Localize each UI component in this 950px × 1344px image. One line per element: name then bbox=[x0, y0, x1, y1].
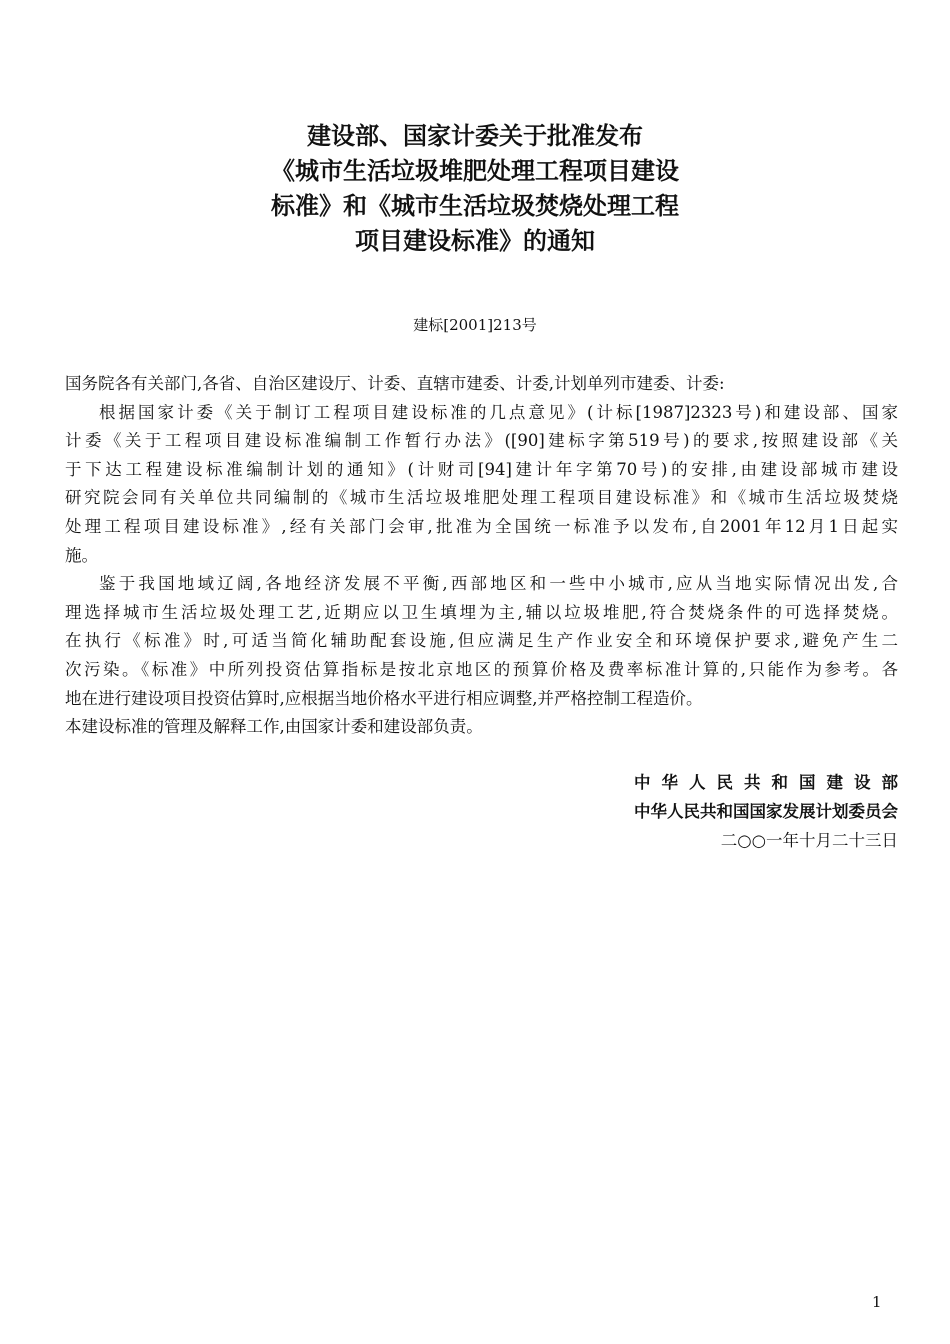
paragraph-line: 地在进行建设项目投资估算时,应根据当地价格水平进行相应调整,并严格控制工程造价。 bbox=[65, 688, 703, 708]
document-number: 建标[2001]213号 bbox=[413, 316, 537, 334]
signature-block bbox=[634, 768, 909, 855]
addressee: 国务院各有关部门,各省、自治区建设厅、计委、直辖市建委、计委,计划单列市建委、计委: bbox=[65, 374, 725, 393]
paragraph-line: 鉴于我国地域辽阔,各地经济发展不平衡,西部地区和一些中小城市,应从当地实际情况出发,合 bbox=[99, 574, 898, 594]
title-line: 标准》和《城市生活垃圾焚烧处理工程 bbox=[271, 191, 679, 220]
document-body bbox=[65, 370, 898, 742]
paragraph-line: 本建设标准的管理及解释工作,由国家计委和建设部负责。 bbox=[65, 717, 483, 737]
paragraph-line: 在执行《标准》时,可适当简化辅助配套设施,但应满足生产作业安全和环境保护要求,避免产生二 bbox=[65, 631, 898, 651]
paragraph-line: 研究院会同有关单位共同编制的《城市生活垃圾堆肥处理工程项目建设标准》和《城市生活垃圾焚烧 bbox=[65, 488, 898, 508]
paragraph-line: 次污染。《标准》中所列投资估算指标是按北京地区的预算价格及费率标准计算的,只能作为参考。各 bbox=[65, 659, 898, 679]
paragraph-line: 根据国家计委《关于制订工程项目建设标准的几点意见》(计标[1987]2323号)和建设部、国家 bbox=[99, 402, 898, 422]
title-line: 项目建设标准》的通知 bbox=[355, 226, 595, 255]
paragraph-line: 计委《关于工程项目建设标准编制工作暂行办法》([90]建标字第519号)的要求,按照建设部《关 bbox=[65, 431, 898, 451]
paragraph-line: 施。 bbox=[65, 545, 98, 565]
paragraph-line: 于下达工程建设标准编制计划的通知》(计财司[94]建计年字第70号)的安排,由建设部城市建设 bbox=[65, 459, 898, 479]
document-title bbox=[0, 118, 950, 258]
title-line: 建设部、国家计委关于批准发布 bbox=[307, 121, 643, 150]
title-line: 《城市生活垃圾堆肥处理工程项目建设 bbox=[271, 156, 679, 185]
page-number: 1 bbox=[872, 1293, 882, 1311]
paragraph-line: 理选择城市生活垃圾处理工艺,近期应以卫生填埋为主,辅以垃圾堆肥,符合焚烧条件的可选择焚烧。 bbox=[65, 602, 898, 622]
paragraph-line: 处理工程项目建设标准》,经有关部门会审,批准为全国统一标准予以发布,自2001年12月1日起实 bbox=[65, 516, 898, 536]
issue-date: 二○○一年十月二十三日 bbox=[720, 831, 898, 850]
signatory-ministry: 中华人民共和国建设部 bbox=[634, 773, 909, 792]
signatory-commission: 中华人民共和国国家发展计划委员会 bbox=[634, 802, 898, 821]
